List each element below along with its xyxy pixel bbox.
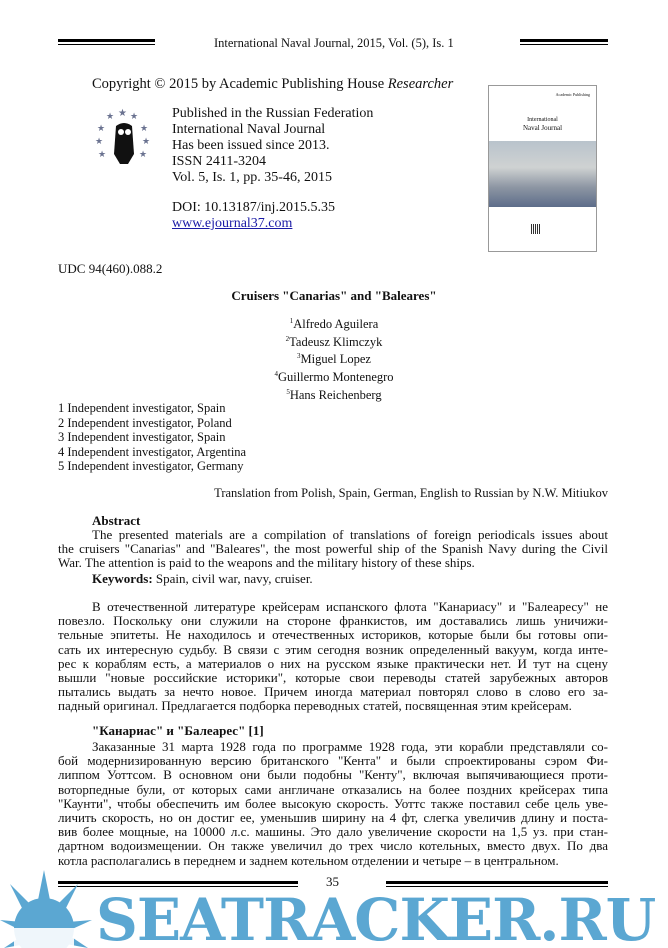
section-heading: "Канариас" и "Балеарес" [1] — [92, 723, 264, 738]
text-line: дартном водоизмещении. Он также увеличил до трех число котельных, вместо двух. По два — [58, 839, 608, 854]
text-line: воторпедные були, от которых сами англичане отказались на более поздних крейсерах типа — [58, 782, 608, 797]
affiliations — [58, 401, 246, 474]
text-line: тельные эпитеты. Не находилось и отечественных историков, которые были бы готовы опи- — [58, 628, 608, 643]
affiliation: 2 Independent investigator, Poland — [58, 415, 232, 430]
svg-text:★: ★ — [118, 108, 127, 119]
svg-text:★: ★ — [106, 111, 115, 121]
text-line: бой модернизированную версию британского "Кента" и были спроектированы сэром Фи- — [58, 754, 608, 769]
pub-line: Published in the Russian Federation — [172, 106, 374, 121]
journal-cover-image — [488, 85, 597, 252]
page-number: 35 — [326, 874, 339, 889]
pub-line: ISSN 2411-3204 — [172, 154, 266, 169]
svg-text:★: ★ — [95, 136, 104, 146]
text-line: вышли "новые российские историки", которые свои переводы статей зарубежных авторов — [58, 671, 608, 685]
running-title: International Naval Journal, 2015, Vol. (5), Is. 1 — [214, 36, 454, 50]
publisher-owl-logo — [94, 104, 154, 168]
affiliation: 1 Independent investigator, Spain — [58, 401, 226, 415]
header-rule-left — [58, 39, 155, 45]
svg-text:★: ★ — [140, 123, 149, 133]
article-title: Cruisers "Canarias" and "Baleares" — [231, 288, 437, 303]
keywords: Keywords: Spain, civil war, navy, cruiser. — [92, 571, 313, 586]
abstract-line: War. The attention is paid to the weapons and the military history of these ships. — [58, 556, 475, 570]
text-line: котла располагались в переднем и заднем котельном отделении и четыре – в центральном. — [58, 853, 559, 868]
text-line: падный оригинал. Предлагается подборка переводных статей, посвященная этим крейсерам. — [58, 699, 572, 714]
cover-title: International Naval Journal — [522, 117, 563, 132]
copyright-text: Copyright © 2015 by Academic Publishing House — [92, 76, 388, 92]
abstract-heading: Abstract — [92, 513, 141, 528]
seatracker-watermark: SEATRACKER.RU — [96, 886, 656, 948]
udc: UDC 94(460).088.2 — [58, 261, 163, 276]
sun-watermark-icon — [0, 870, 96, 948]
author: $^3$Miguel Lopez — [297, 352, 371, 367]
text-line: липпом Уоттсом. В основном они были подобны "Кенту", включая выпячивающиеся проти- — [58, 768, 608, 783]
pub-line: International Naval Journal — [172, 122, 326, 137]
pub-line: Has been issued since 2013. — [172, 138, 330, 153]
author: $^5$Hans Reichenberg — [286, 387, 382, 402]
author: $^4$Guillermo Montenegro — [274, 369, 394, 385]
publication-info — [172, 106, 373, 232]
text-line: "Каунти", чтобы обеспечить им более высокую скорость. Уоттс также поставил себе цель уве- — [58, 796, 608, 811]
abstract-line: the cruisers "Canarias" and "Baleares", the most powerful ship of the Spanish Navy during the Civil — [58, 542, 608, 556]
svg-text:★: ★ — [139, 149, 148, 159]
author: $^1$Alfredo Aguilera — [289, 317, 379, 332]
barcode-icon — [531, 224, 541, 234]
svg-text:★: ★ — [98, 149, 107, 159]
text-line: личить скорость, но он достиг ее, уменьшив ширину на 4 фт, слегка увеличив длину и поста- — [58, 811, 608, 825]
text-line: В отечественной литературе крейсерам испанского флота "Канариасу" и "Балеаресу" не — [92, 600, 608, 614]
text-line: рес к кораблям есть, а материалов о них на русском языке практически нет. И тут на сцену — [58, 656, 608, 671]
affiliation: 3 Independent investigator, Spain — [58, 430, 226, 444]
text-line: пытались выдать за нечто новое. Причем иногда материал повторял слово в слово его за- — [58, 685, 608, 700]
authors — [0, 314, 668, 402]
publisher-name: Researcher — [387, 76, 454, 92]
copyright — [92, 76, 453, 93]
cover-publisher: Academic Publishing — [555, 92, 590, 97]
text-line: сать их интересную судьбу. В связи с этим сегодня возник определенный вакуум, когда инте- — [58, 642, 608, 657]
affiliation: 5 Independent investigator, Germany — [58, 459, 244, 473]
text-line: вив более мощные, на 10000 л.с. машины. Это дало увеличение скорости на 1,5 уз. при стан- — [58, 825, 608, 840]
abstract-line: The presented materials are a compilation of translations of foreign periodicals issues about — [92, 528, 608, 542]
author: $^2$Tadeusz Klimczyk — [285, 334, 383, 349]
pub-line: Vol. 5, Is. 1, pp. 35-46, 2015 — [172, 170, 332, 185]
translation-note: Translation from Polish, Spain, German, English to Russian by N.W. Mitiukov — [214, 486, 608, 500]
doi: DOI: 10.13187/inj.2015.5.35 — [172, 200, 335, 215]
affiliation: 4 Independent investigator, Argentina — [58, 444, 247, 459]
svg-text:★: ★ — [97, 123, 106, 133]
cover-painting — [489, 141, 596, 207]
text-line: Заказанные 31 марта 1928 года по программе 1928 года, эти корабли представляли со- — [92, 740, 608, 754]
text-line: повезло. Поскольку они служили на стороне франкистов, им доставались лишь уничижи- — [58, 614, 608, 629]
svg-text:★: ★ — [142, 136, 151, 146]
header-rule-right — [520, 39, 608, 45]
svg-text:★: ★ — [130, 111, 139, 121]
journal-link[interactable]: www.ejournal37.com — [172, 216, 293, 231]
